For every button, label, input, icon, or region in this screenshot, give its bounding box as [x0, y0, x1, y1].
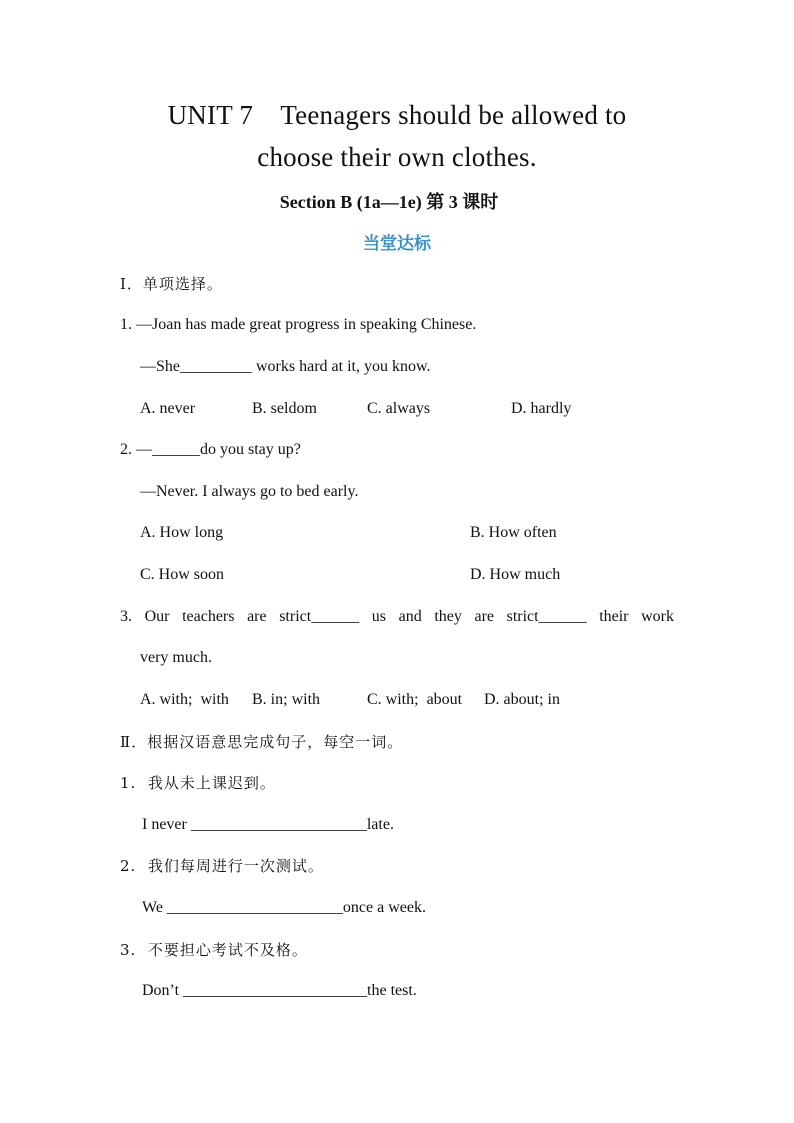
q3-word: their [599, 608, 629, 625]
p2-item2-chinese: 2. 我们每周进行一次测试。 [120, 857, 324, 875]
q1-option-d: D. hardly [511, 400, 572, 417]
q3-word: are [247, 608, 267, 625]
p2-item2-english: We ______________________once a week. [142, 899, 426, 916]
unit-title-line-1: UNIT 7 Teenagers should be allowed to [167, 100, 627, 130]
q3-word: us [371, 608, 387, 625]
q3-word: strict______ [506, 608, 587, 625]
unit-title-line-2: choose their own clothes. [257, 142, 537, 172]
part1-label: Ⅰ．单项选择。 [120, 275, 223, 293]
q3-option-c: C. with; about [367, 691, 463, 708]
p2-item1-chinese: 1. 我从未上课迟到。 [120, 774, 276, 792]
q1-prompt: 1. —Joan has made great progress in speaking Chinese. [120, 316, 477, 333]
p2-item3-chinese: 3. 不要担心考试不及格。 [120, 941, 308, 959]
p2-item3-english: Don’t _______________________the test. [142, 982, 417, 999]
q2-prompt: 2. —______do you stay up? [120, 441, 301, 458]
q3-word: work [641, 608, 674, 625]
q3-continuation: very much. [140, 649, 212, 666]
q3-word: and [398, 608, 422, 625]
q2-option-a: A. How long [140, 524, 224, 541]
q1-option-c: C. always [367, 400, 431, 417]
q3-word: strict______ [279, 608, 360, 625]
q3-option-b: B. in; with [252, 691, 321, 708]
q2-option-b: B. How often [470, 524, 557, 541]
q3-option-a: A. with; with [140, 691, 229, 708]
q3-prompt [120, 607, 674, 627]
q1-response: —She_________ works hard at it, you know. [140, 358, 431, 375]
q3-word: teachers [182, 608, 235, 625]
section-subtitle: Section B (1a—1e) 第 3 课时 [279, 192, 499, 212]
q3-word: 3. [120, 608, 132, 625]
q1-option-b: B. seldom [252, 400, 317, 417]
part2-label: Ⅱ．根据汉语意思完成句子，每空一词。 [120, 733, 404, 751]
q1-option-a: A. never [140, 400, 196, 417]
q3-word: Our [144, 608, 170, 625]
q2-response: —Never. I always go to bed early. [140, 483, 359, 500]
q2-option-c: C. How soon [140, 566, 225, 583]
q3-word: they [434, 608, 462, 625]
p2-item1-english: I never ______________________late. [142, 816, 394, 833]
practice-heading: 当堂达标 [363, 234, 431, 254]
q3-option-d: D. about; in [484, 691, 560, 708]
q3-word: are [474, 608, 494, 625]
q2-option-d: D. How much [470, 566, 561, 583]
